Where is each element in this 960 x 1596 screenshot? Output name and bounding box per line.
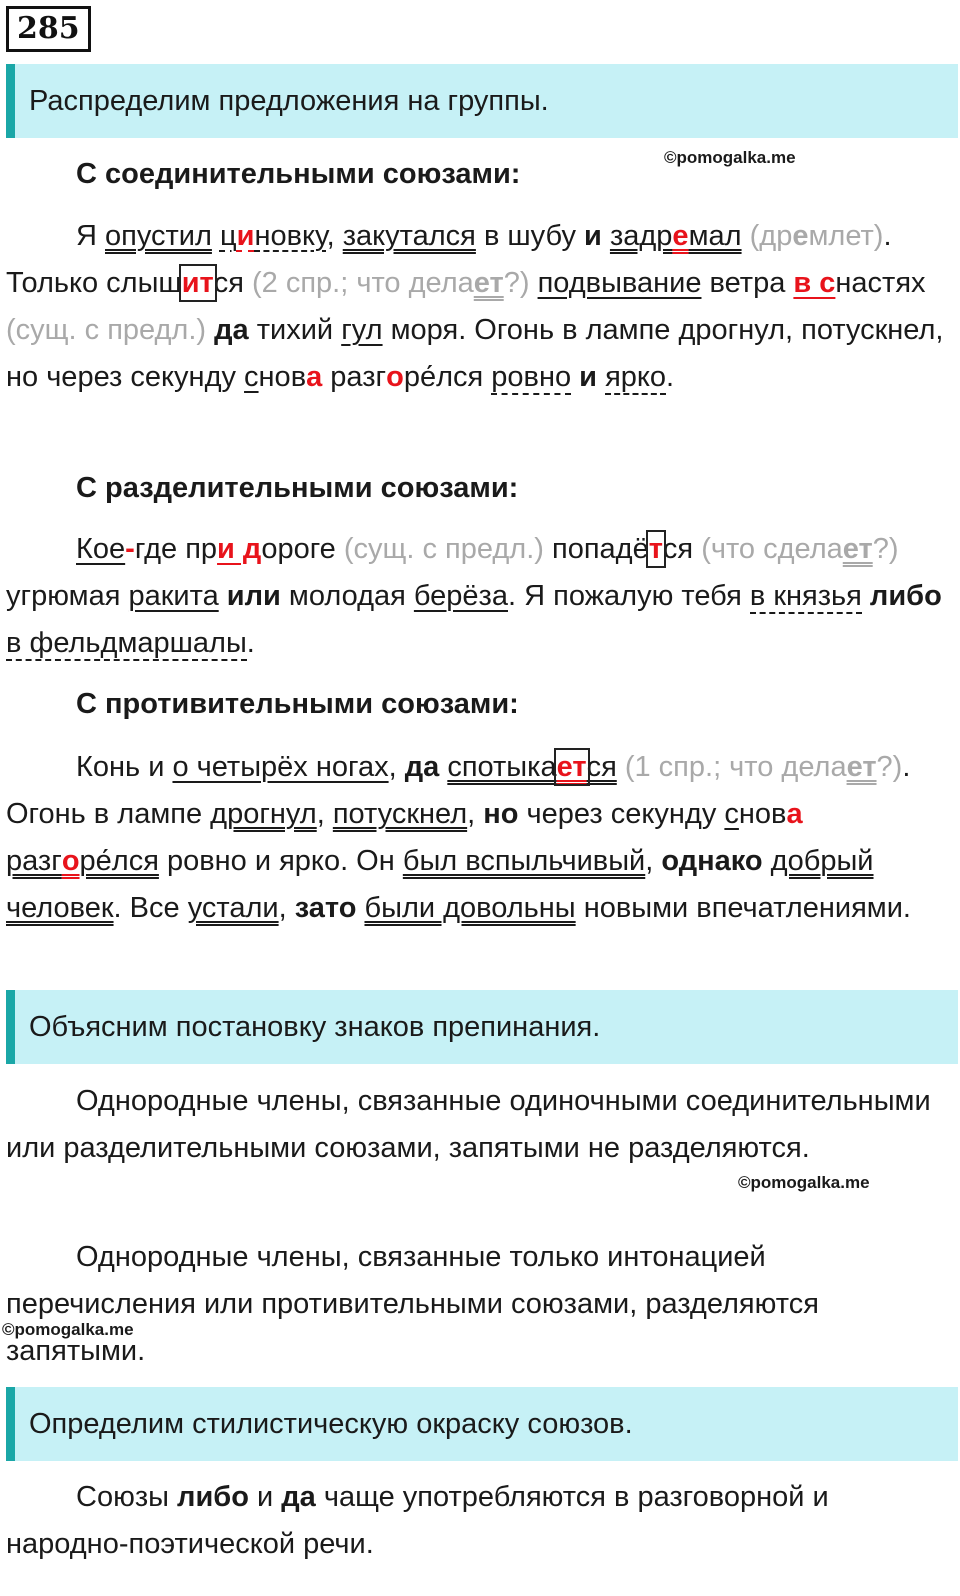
adverbial: ярко (605, 361, 667, 393)
text (597, 361, 605, 393)
text: через секунду (518, 798, 725, 830)
predicate: спотыка (447, 751, 557, 783)
highlight-letter: е (672, 220, 689, 252)
note: (1 спр.; что дела (616, 751, 847, 783)
object: ц (219, 220, 237, 252)
object: в князья (749, 580, 862, 612)
section-header-style (6, 1387, 958, 1461)
watermark: ©pomogalka.me (2, 1320, 134, 1339)
note-ending: ет (842, 533, 873, 565)
note: ?) (503, 267, 530, 299)
paragraph-style (6, 1474, 952, 1568)
adverbial: ровно (491, 361, 572, 393)
highlight-letter: и д (217, 533, 262, 565)
text: . (666, 361, 675, 393)
note: млет) (808, 220, 884, 252)
highlight-letter: и (236, 220, 255, 252)
text: разг (322, 361, 387, 393)
conjunction: либо (869, 580, 942, 612)
highlight-letter: а (786, 798, 803, 830)
predicate: был вспыльчивый (402, 845, 646, 877)
text: , (388, 751, 405, 783)
predicate: дрогнул (210, 798, 317, 830)
ending-box: ит (181, 267, 214, 299)
text: . Все (113, 892, 188, 924)
predicate: потускнел (332, 798, 468, 830)
note-ending: ет (846, 751, 877, 783)
object: новку (254, 220, 327, 252)
text: , (326, 220, 343, 252)
text: ре́лся (403, 361, 492, 393)
subject: берёза (413, 580, 508, 612)
predicate: разг (6, 845, 62, 877)
prefix: Кое (76, 533, 126, 565)
note-letter: е (792, 220, 809, 252)
predicate: были довольны (364, 892, 576, 924)
text: в шубу (475, 220, 585, 252)
note: ?) (876, 751, 903, 783)
text: молодая (280, 580, 414, 612)
text (219, 580, 227, 612)
predicate: ре́лся (79, 845, 159, 877)
text (763, 845, 771, 877)
predicate: добрый человек (6, 845, 874, 924)
text: ся (662, 533, 694, 565)
text: . Я пожалую тебя (508, 580, 750, 612)
text (571, 361, 579, 393)
section-header-groups (6, 64, 958, 138)
object: в фельдмаршалы (6, 627, 247, 659)
paragraph-punctuation-1: Однородные члены, связанные одиночными соединительными или разделительными союзами, запятыми не разделяются. (6, 1085, 931, 1164)
watermark: ©pomogalka.me (738, 1173, 870, 1192)
predicate: опустил (105, 220, 212, 252)
subhead-connecting: С соединительными союзами: (76, 158, 521, 190)
text: нов (258, 361, 307, 393)
ending-box: ет (556, 751, 587, 783)
paragraph-punctuation-2: Однородные члены, связанные только интонацией перечисления или противительными союзами, разделяются запятыми. (6, 1241, 819, 1367)
task-number: 285 (6, 6, 91, 52)
text: моря. Огонь в лампе дрогнул, потускнел, но через секунду (6, 314, 944, 393)
paragraph-connecting (6, 213, 952, 401)
subject: подвывание (537, 267, 702, 299)
text: где пр (134, 533, 218, 565)
note: (что сдела (693, 533, 843, 565)
text: Союзы (76, 1481, 178, 1513)
text: ороге (261, 533, 336, 565)
predicate: мал (688, 220, 742, 252)
text: настях (835, 267, 926, 299)
note: (др (741, 220, 793, 252)
conjunction: зато (294, 892, 357, 924)
prefix: с (724, 798, 739, 830)
conjunction: да (214, 314, 249, 346)
text: , (467, 798, 484, 830)
text: угрюмая (6, 580, 129, 612)
text: . Огонь в лампе (6, 751, 911, 830)
text: , (645, 845, 662, 877)
text: ся (213, 267, 244, 299)
conjunction: и (579, 361, 597, 393)
text: и (248, 1481, 282, 1513)
highlight-letter: о (386, 361, 404, 393)
highlight-letter: - (125, 533, 135, 565)
note-ending: ет (473, 267, 504, 299)
text (212, 220, 220, 252)
highlight-letter: в с (793, 267, 836, 299)
ending-box: т (648, 533, 663, 565)
paragraph-dividing (6, 526, 952, 667)
note: (сущ. с предл.) (335, 533, 552, 565)
predicate: закутался (342, 220, 476, 252)
section-header-style-text: Определим стилистическую окраску союзов. (29, 1407, 633, 1440)
text: , (316, 798, 333, 830)
conjunction: либо (177, 1481, 249, 1513)
highlight-letter: о (61, 845, 80, 877)
section-header-punctuation (6, 990, 958, 1064)
text (862, 580, 870, 612)
text: , (278, 892, 295, 924)
section-header-punctuation-text: Объясним постановку знаков препинания. (29, 1010, 601, 1043)
text: чаще употребляются в разговорной и народно-поэтической речи. (6, 1481, 829, 1560)
conjunction: однако (661, 845, 763, 877)
note: (2 спр.; что дела (243, 267, 474, 299)
text: нов (738, 798, 787, 830)
subject: гул (341, 314, 383, 346)
conjunction: да (281, 1481, 316, 1513)
highlight-letter: а (306, 361, 323, 393)
section-header-groups-text: Распределим предложения на группы. (29, 84, 549, 117)
text: попадё (552, 533, 649, 565)
text (530, 267, 538, 299)
text: Конь и (76, 751, 173, 783)
conjunction: или (226, 580, 281, 612)
text: новыми впечатлениями. (575, 892, 911, 924)
predicate: о четырёх ногах (172, 751, 389, 783)
subhead-adversative: С противительными союзами: (76, 688, 519, 720)
predicate: задр (609, 220, 673, 252)
subhead-dividing: С разделительными союзами: (76, 472, 519, 504)
conjunction: да (404, 751, 440, 783)
text: тихий (248, 314, 342, 346)
watermark: ©pomogalka.me (664, 148, 796, 167)
text: . (246, 627, 255, 659)
text: ветра (701, 267, 794, 299)
predicate: ся (586, 751, 617, 783)
paragraph-adversative (6, 744, 952, 932)
conjunction: и (584, 220, 602, 252)
prefix: с (244, 361, 259, 393)
text: Я (76, 220, 105, 252)
conjunction: но (483, 798, 519, 830)
predicate: устали (187, 892, 279, 924)
text (602, 220, 610, 252)
subject: ракита (128, 580, 219, 612)
text: . Только слыш (6, 220, 892, 299)
note: ?) (872, 533, 899, 565)
note: (сущ. с предл.) (6, 314, 215, 346)
text: ровно и ярко. Он (158, 845, 403, 877)
